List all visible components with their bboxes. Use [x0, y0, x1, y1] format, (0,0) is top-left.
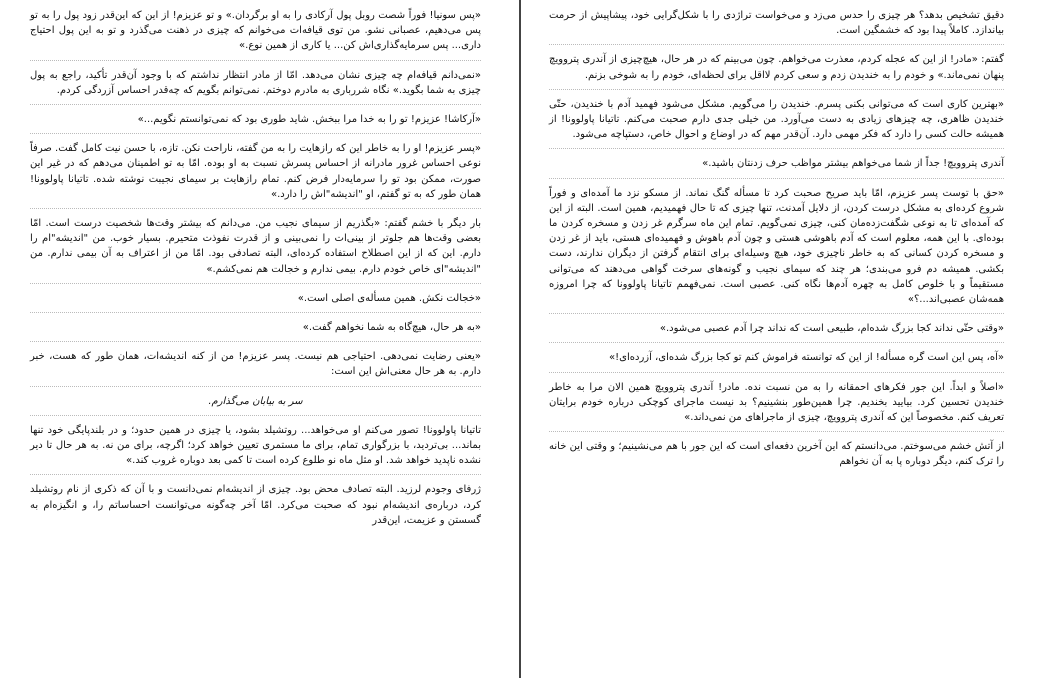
- paragraph: «به هر حال، هیچ‌گاه به شما نخواهم گفت.»: [30, 320, 481, 342]
- paragraph: «وقتی حتّی نداند کجا بزرگ شده‌ام، طبیعی است که نداند چرا آدم عصبی می‌شود.»: [549, 321, 1004, 343]
- right-page: [521, 0, 1040, 678]
- paragraph: «حق با توست پسر عزیزم، امّا باید صریح صحبت کرد تا مسأله گنگ نماند. از مسکو نزد ما آمده‌ای و فوراً شروع کرده‌ای به مشکل درست کردن، از دلایل آمدنت، تنها چیزی که تا حال فهمیدیم، همین است. البته از این که آمده‌ای تا به نوعی شگفت‌زده‌مان کنی، چیزی نمی‌گویم. تمام این ماه سرگرم غر زدن و مسخره کردن ما بوده‌ای. با این همه، معلوم است که آدم باهوشی هستی و چون آدم باهوش و فهمیده‌ای هستی، باید از غر زدن و مسخره کردن کسانی که به خاطر ناچیزی خود، هیچ وسیله‌ای برای انتقام گرفتن از دیگران ندارند، دست بکشی. همیشه دم فرو می‌بندی؛ هر چند که سیمای نجیب و گونه‌های سرخت گواهی می‌دهند که می‌توانی مستقیماً و با خلوص کامل به چهره آدم‌ها نگاه کنی. عصبی است. نمی‌فهمم تاتیانا پاولوونا که چرا امروزه همه‌شان عصبی‌اند...؟»: [549, 186, 1004, 315]
- centered-quote: سر به بیابان می‌گذارم.: [30, 394, 481, 416]
- paragraph: تاتیانا پاولوونا! تصور می‌کنم او می‌خواهد... روتشیلد بشود، یا چیزی در همین حدود؛ و در بلندپایگی خود تنها بماند... بی‌تردید، با بزرگواری تمام، برای ما مستمری تعیین خواهد کرد؛ اگرچه، برای من نه. به هر حال تا دیر نشده ناپدید خواهد شد. او مثل ماه نو طلوع کرده است تا کمی بعد دوباره غروب کند.»: [30, 423, 481, 476]
- paragraph: ژرفای وجودم لرزید. البته تصادف محض بود. چیزی از اندیشه‌ام نمی‌دانست و با آن که ذکری از نام روتشیلد کرد، درباره‌ی اندیشه‌ام نبود که صحبت می‌کرد. امّا آخر چه‌گونه می‌توانست احساساتم را، و انگیزه‌ام به گسستن و عزیمت، این‌قدر: [30, 484, 481, 526]
- paragraph: «یعنی رضایت نمی‌دهی. احتیاجی هم نیست. پسر عزیزم! من از کنه اندیشه‌ات، همان طور که هست، خبر دارم. به هر حال معنی‌اش این است:: [30, 349, 481, 386]
- paragraph: «خجالت نکش. همین مسأله‌ی اصلی است.»: [30, 291, 481, 313]
- left-page: [0, 0, 519, 678]
- paragraph: «پس سونیا! فوراً شصت روبل پول آرکادی را به او برگردان.» و تو عزیزم! از این که این‌قدر زود پول را به تو پس می‌دهیم، عصبانی نشو. من توی قیافه‌ات می‌خوانم که چیزی در ذهنت می‌گذرد و تو به این پول احتیاج داری... پس سرمایه‌گذاری‌اش کن... یا کاری از همین نوع.»: [30, 8, 481, 61]
- paragraph: آندری پتروویچ! جداً از شما می‌خواهم بیشتر مواظب حرف زدنتان باشید.»: [549, 156, 1004, 178]
- paragraph: «آرکاشا! عزیزم! تو را به خدا مرا ببخش. شاید طوری بود که نمی‌توانستم نگویم...»: [30, 112, 481, 134]
- paragraph: از آتش خشم می‌سوختم. می‌دانستم که این آخرین دفعه‌ای است که این جور با هم می‌نشینیم؛ و وقتی این خانه را ترک کنم، دیگر دوباره پا به آن نخواهم: [549, 441, 1004, 468]
- paragraph: بار دیگر با خشم گفتم: «بگذریم از سیمای نجیب من. می‌دانم که بیشتر وقت‌ها شخصیت درست است. امّا بعضی وقت‌ها هم جلوتر از بینی‌ات را نمی‌بینی و از قدرت نفوذت متحیرم. بسیار خوب. من "اندیشه"ام را دارم. این که از این اصطلاح استفاده کرده‌ای، البته تصادفی بود. امّا من از اعتراف به آن بیمی ندارم. من "اندیشه"ای خاص خودم دارم. بیمی ندارم و خجالت هم نمی‌کشم.»: [30, 216, 481, 284]
- paragraph: «آه، پس این است گره مسأله! از این که توانسته فراموش کنم تو کجا بزرگ شده‌ای، آزرده‌ای!»: [549, 350, 1004, 372]
- paragraph: «اصلاً و ابداً. این جور فکرهای احمقانه را به من نسبت نده. مادر! آندری پتروویچ همین الان مرا به خاطر خندیدن تحسین کرد. بیایید بخندیم. چرا همین‌طور بنشینیم؟ بد نیست ماجرای کوچکی درباره خودم برایتان تعریف کنم. مخصوصاً این که آندری پتروویچ، چیزی از ماجراهای من نمی‌داند.»: [549, 380, 1004, 433]
- paragraph: «بهترین کاری است که می‌توانی بکنی پسرم. خندیدن را می‌گویم. مشکل می‌شود فهمید آدم با خندیدن، حتّی خندیدن ظاهری، چه چیزهای زیادی به دست می‌آورد. من خیلی جدی دارم صحبت می‌کنم. تاتیانا پاولوونا! از همیشه حالت کسی را دارد که فکر مهمی دارد. آن‌قدر مهم که در اوضاع و احوال خاص، دستپاچه می‌شود.: [549, 97, 1004, 150]
- paragraph: دقیق تشخیص بدهد؟ هر چیزی را حدس می‌زد و می‌خواست تراژدی را با شکل‌گرایی خود، پیشاپیش از حرمت بیاندازد. کاملاً پیدا بود که خشمگین است.: [549, 8, 1004, 45]
- paragraph: گفتم: «مادر! از این که عجله کردم، معذرت می‌خواهم. چون می‌بینم که در هر حال، هیچ‌چیزی از آندری پتروویچ پنهان نمی‌ماند.» و خودم را به خندیدن زدم و سعی کردم لااقل برای لحظه‌ای، خودم را به شوخی بزنم.: [549, 52, 1004, 89]
- paragraph: «نمی‌دانم قیافه‌ام چه چیزی نشان می‌دهد. امّا از مادر انتظار نداشتم که با وجود آن‌قدر تأکید، راجع به پول چیزی به شما بگوید.» نگاه شررباری به مادرم دوختم. نمی‌توانم بگویم که چه‌قدر احساس آزردگی کردم.: [30, 68, 481, 105]
- paragraph: «پسر عزیزم! او را به خاطر این که رازهایت را به من گفته، ناراحت نکن. تازه، با حسن نیت کامل گفت. صرفاً نوعی احساس غرور مادرانه از احساس پسرش نسبت به او بوده. امّا به تو اطمینان می‌دهم که در غیر این صورت، ممکن بود تو را سرمایه‌دار فرض کنم. تمام رازهایت بر سیمای نجیبت نوشته شده. تاتیانا پاولوونا! همان طور که به تو گفتم، او "اندیشه"اش را دارد.»: [30, 141, 481, 209]
